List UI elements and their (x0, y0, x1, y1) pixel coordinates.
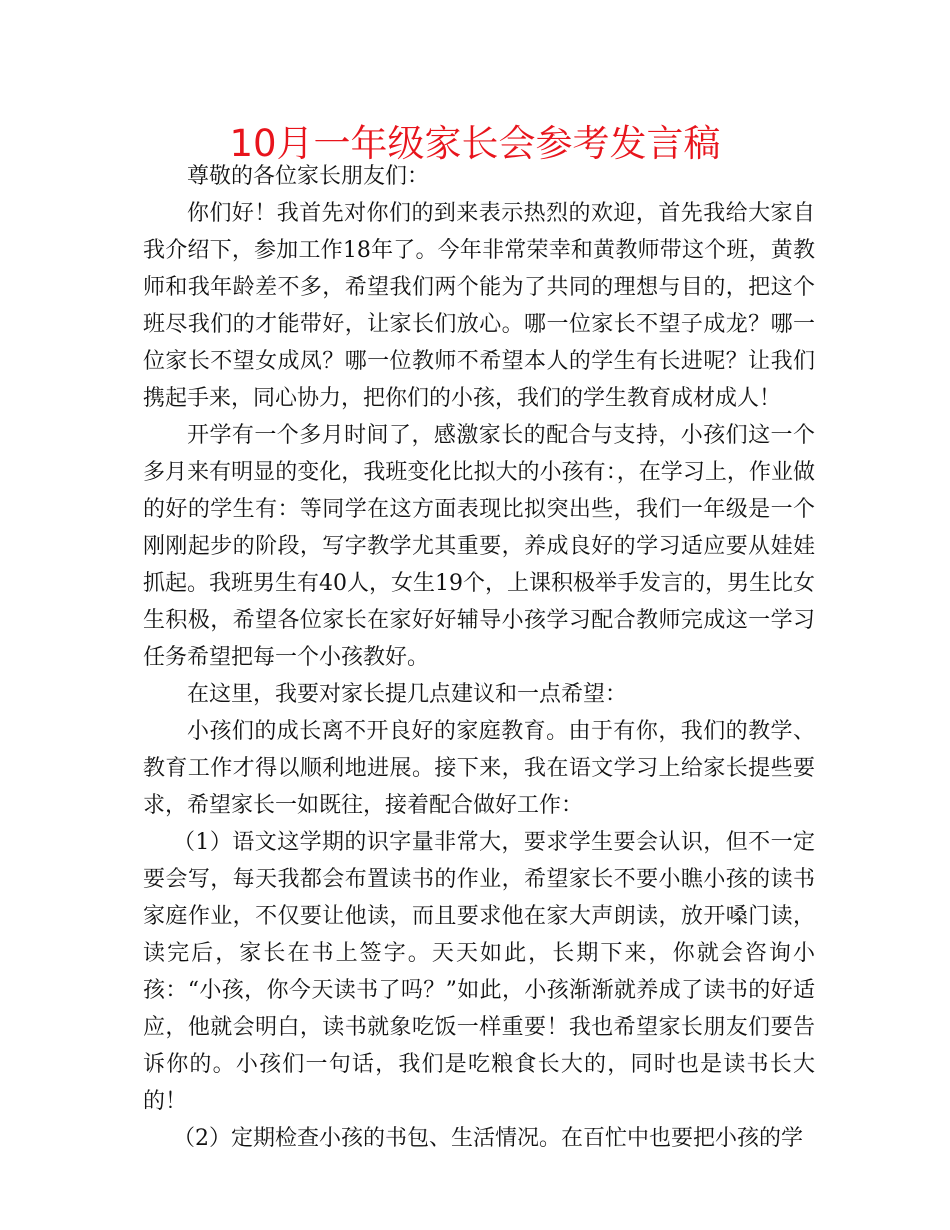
paragraph-suggestions-intro: 在这里，我要对家长提几点建议和一点希望： (187, 682, 628, 707)
paragraph-progress: 开学有一个多月时间了，感激家长的配合与支持，小孩们这一个多月来有明显的变化，我班变化比拟大的小孩有：，在学习上，作业做的好的学生有：等同学在这方面表现比拟突出些，我们一年级是一个刚刚起步的阶段，写字教学尤其重要，养成良好的学习适应要从娃娃抓起。我班男生有40人，女生19个，上课积极举手发言的，男生比女生积极，希望各位家长在家好好辅导小孩学习配合教师完成这一学习任务希望把每一个小孩教好。 (143, 423, 815, 670)
paragraph-family-education: 小孩们的成长离不开良好的家庭教育。由于有你，我们的教学、教育工作才得以顺利地进展。接下来，我在语文学习上给家长提些要求，希望家长一如既往，接着配合做好工作： (143, 719, 815, 818)
paragraph-item-2: （2）定期检查小孩的书包、生活情况。在百忙中也要把小孩的学 (173, 1126, 803, 1151)
document-body (143, 158, 815, 1157)
paragraph-item-1: （1）语文这学期的识字量非常大，要求学生要会认识，但不一定要会写，每天我都会布置读书的作业，希望家长不要小瞧小孩的读书家庭作业，不仅要让他读，而且要求他在家大声朗读，放开嗓门读，读完后，家长在书上签字。天天如此，长期下来，你就会咨询小孩：“小孩，你今天读书了吗？”如此，小孩渐渐就养成了读书的好适应，他就会明白，读书就象吃饭一样重要！我也希望家长朋友们要告诉你的。小孩们一句话，我们是吃粮食长大的，同时也是读书长大的！ (143, 830, 815, 1114)
document-title: 10月一年级家长会参考发言稿 (229, 122, 721, 165)
paragraph-introduction: 你们好！我首先对你们的到来表示热烈的欢迎，首先我给大家自我介绍下，参加工作18年了。今年非常荣幸和黄教师带这个班，黄教师和我年龄差不多，希望我们两个能为了共同的理想与目的，把这个班尽我们的才能带好，让家长们放心。哪一位家长不望子成龙？哪一位家长不望女成凤？哪一位教师不希望本人的学生有长进呢？让我们携起手来，同心协力，把你们的小孩，我们的学生教育成材成人！ (143, 201, 815, 411)
paragraph-greeting: 尊敬的各位家长朋友们： (187, 164, 430, 189)
